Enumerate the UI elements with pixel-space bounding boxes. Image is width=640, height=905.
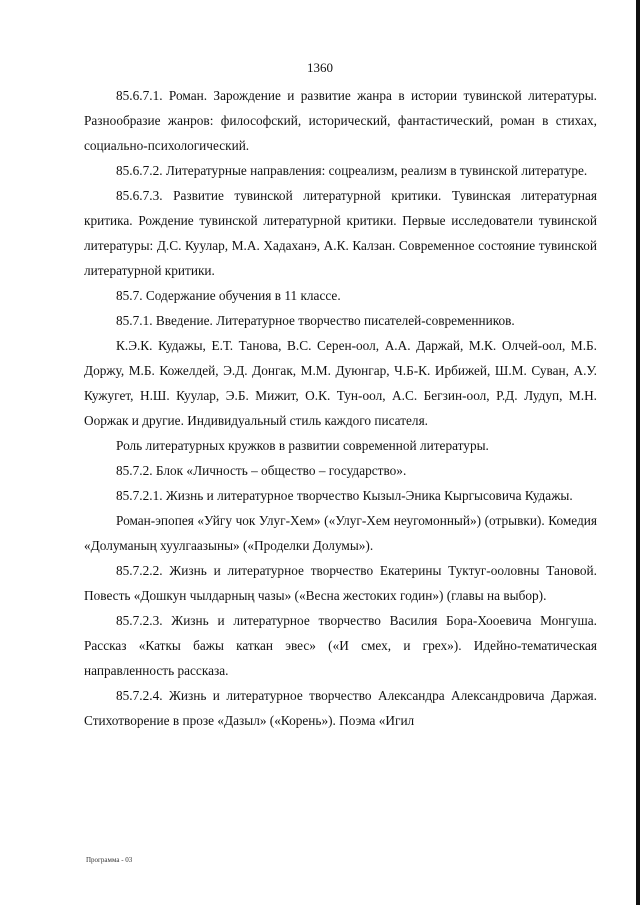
paragraph-literary-circles: Роль литературных кружков в развитии современной литературы. xyxy=(116,438,489,453)
paragraph-writers-list: К.Э.К. Кудажы, Е.Т. Танова, В.С. Серен-оол, А.А. Даржай, М.К. Олчей-оол, М.Б. Доржу, М.Б. Кожелдей, Э.Д. Донгак, М.М. Дуюнгар, Ч.Б-К. Ирбижей, Ш.М. Суван, А.У. Кужугет, Н.Ш. Куулар, Э.Б. Мижит, О.К. Тун-оол, А.С. Бегзин-оол, Р.Д. Лудуп, М.Н. Ооржак и другие. Индивидуальный стиль каждого писателя. xyxy=(84,338,597,428)
paragraph-introduction: 85.7.1. Введение. Литературное творчество писателей-современников. xyxy=(116,313,515,328)
paragraph-kudazhy: 85.7.2.1. Жизнь и литературное творчество Кызыл-Эника Кыргысовича Кудажы. xyxy=(116,488,573,503)
paragraph-criticism: 85.6.7.3. Развитие тувинской литературной критики. Тувинская литературная критика. Рождение тувинской литературной критики. Первые исследователи тувинской литературы: Д.С. Куулар, М.А. Хадаханэ, А.К. Калзан. Современное состояние тувинской литературной критики. xyxy=(84,188,597,278)
document-body xyxy=(84,83,597,733)
footer-note: Программа - 03 xyxy=(86,856,133,864)
paragraph-directions: 85.6.7.2. Литературные направления: соцреализм, реализм в тувинской литературе. xyxy=(116,163,588,178)
paragraph-grade-11: 85.7. Содержание обучения в 11 классе. xyxy=(116,288,341,303)
paragraph-darzhai: 85.7.2.4. Жизнь и литературное творчество Александра Александровича Даржая. Стихотворение в прозе «Дазыл» («Корень»). Поэма «Игил xyxy=(84,688,597,728)
scan-edge xyxy=(636,0,640,905)
paragraph-roman: 85.6.7.1. Роман. Зарождение и развитие жанра в истории тувинской литературы. Разнообразие жанров: философский, исторический, фантастический, роман в стихах, социально-психологический. xyxy=(84,88,597,153)
page-number: 1360 xyxy=(307,60,333,75)
paragraph-tanova: 85.7.2.2. Жизнь и литературное творчество Екатерины Туктуг-ооловны Тановой. Повесть «Дошкун чылдарның чазы» («Весна жестоких годин») (главы на выбор). xyxy=(84,563,597,603)
paragraph-kudazhy-works: Роман-эпопея «Уйгу чок Улуг-Хем» («Улуг-Хем неугомонный») (отрывки). Комедия «Долуманың хуулгаазыны» («Проделки Долумы»). xyxy=(84,513,597,553)
paragraph-mongush: 85.7.2.3. Жизнь и литературное творчество Василия Бора-Хооевича Монгуша. Рассказ «Каткы бажы каткан эвес» («И смех, и грех»). Идейно-тематическая направленность рассказа. xyxy=(84,613,597,678)
paragraph-block-title: 85.7.2. Блок «Личность – общество – государство». xyxy=(116,463,407,478)
